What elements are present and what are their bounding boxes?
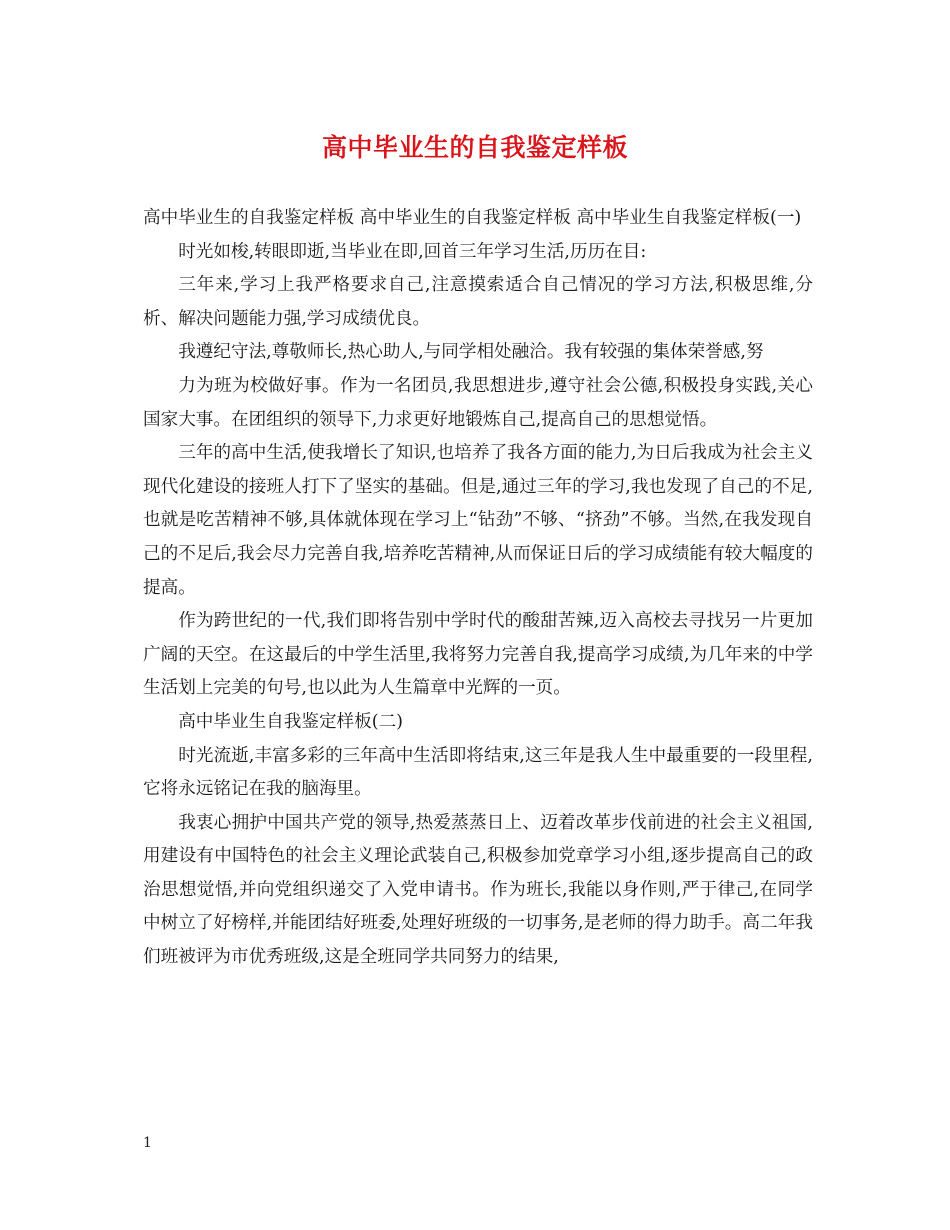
section-heading: 高中毕业生自我鉴定样板(二) [178, 711, 404, 732]
paragraph: 力为班为校做好事。作为一名团员,我思想进步,遵守社会公德,积极投身实践,关心国家大事。在团组织的领导下,力求更好地锻炼自己,提高自己的思想觉悟。 [143, 375, 813, 430]
document-body [143, 202, 813, 975]
paragraph: 作为跨世纪的一代,我们即将告别中学时代的酸甜苦辣,迈入高校去寻找另一片更加广阔的天空。在这最后的中学生活里,我将努力完善自我,提高学习成绩,为几年来的中学生活划上完美的句号,也以此为人生篇章中光辉的一页。 [143, 611, 813, 699]
paragraph: 时光如梭,转眼即逝,当毕业在即,回首三年学习生活,历历在目: [178, 241, 647, 262]
document-title: 高中毕业生的自我鉴定样板 [321, 133, 628, 162]
paragraph: 时光流逝,丰富多彩的三年高中生活即将结束,这三年是我人生中最重要的一段里程,它将永远铭记在我的脑海里。 [143, 745, 813, 800]
paragraph: 三年来,学习上我严格要求自己,注意摸索适合自己情况的学习方法,积极思维,分析、解决问题能力强,学习成绩优良。 [143, 275, 813, 329]
paragraph: 我衷心拥护中国共产党的领导,热爱蒸蒸日上、迈着改革步伐前进的社会主义祖国,用建设有中国特色的社会主义理论武装自己,积极参加党章学习小组,逐步提高自己的政治思想觉悟,并向党组织递交了入党申请书。作为班长,我能以身作则,严于律己,在同学中树立了好榜样,并能团结好班委,处理好班级的一切事务,是老师的得力助手。高二年我们班被评为市优秀班级,这是全班同学共同努力的结果, [143, 812, 813, 968]
paragraph-intro: 高中毕业生的自我鉴定样板 高中毕业生的自我鉴定样板 高中毕业生自我鉴定样板(一) [143, 208, 802, 228]
paragraph: 三年的高中生活,使我增长了知识,也培养了我各方面的能力,为日后我成为社会主义现代化建设的接班人打下了坚实的基础。但是,通过三年的学习,我也发现了自己的不足,也就是吃苦精神不够,具体就体现在学习上“钻劲”不够、“挤劲”不够。当然,在我发现自己的不足后,我会尽力完善自我,培养吃苦精神,从而保证日后的学习成绩能有较大幅度的提高。 [143, 443, 813, 598]
page-number: 1 [143, 1135, 152, 1151]
paragraph: 我遵纪守法,尊敬师长,热心助人,与同学相处融洽。我有较强的集体荣誉感,努 [178, 342, 764, 363]
